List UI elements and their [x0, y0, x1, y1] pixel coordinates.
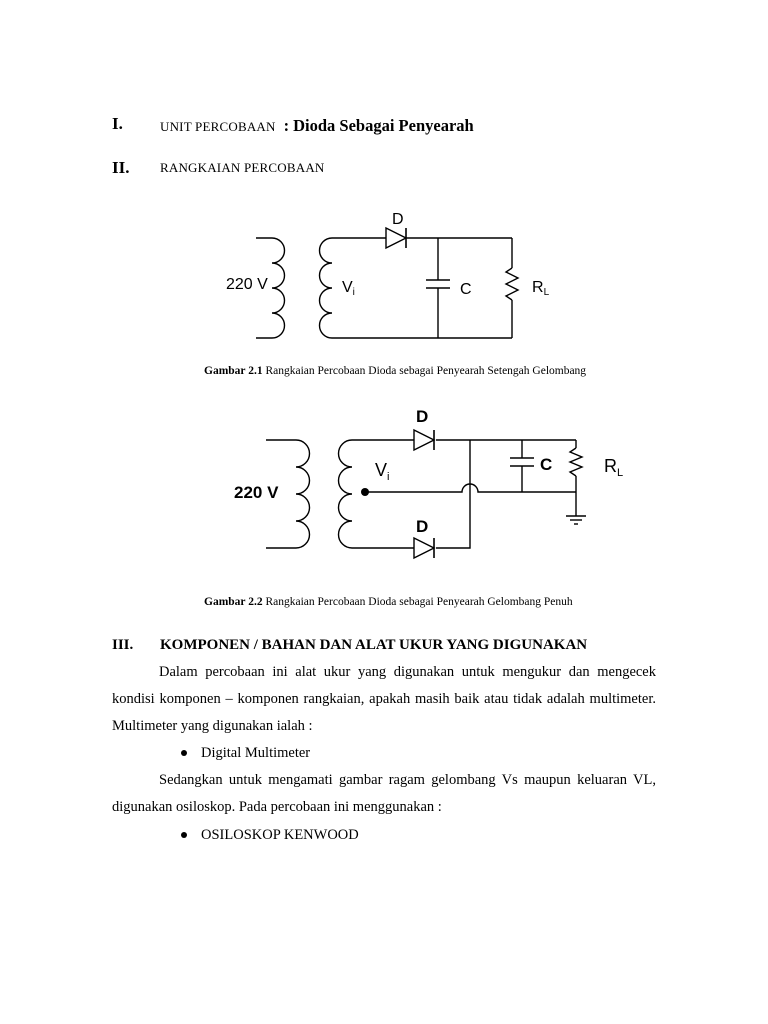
- section-1-heading: [160, 116, 474, 136]
- bullet-item-2: [181, 827, 359, 844]
- diode-symbol: [386, 228, 406, 248]
- bullet-item-1: [181, 745, 310, 762]
- c1-cap-label: C: [460, 281, 472, 298]
- section-2-numeral: II.: [112, 158, 130, 177]
- bullet-dot: [181, 750, 187, 756]
- half-wave-circuit-diagram: [0, 200, 768, 360]
- c1-source-label: 220 V: [226, 276, 268, 293]
- capacitor-symbol: [426, 280, 450, 288]
- figure-1-text: Rangkaian Percobaan Dioda sebagai Penyearah Setengah Gelombang: [265, 365, 587, 377]
- section-3-paragraph-2: Sedangkan untuk mengamati gambar ragam gelombang Vs maupun keluaran VL, digunakan osiloskop. Pada percobaan ini menggunakan :: [112, 772, 656, 815]
- c1-diode-label: D: [392, 211, 404, 228]
- section-3-paragraph-1: Dalam percobaan ini alat ukur yang digunakan untuk mengukur dan mengecek kondisi komponen – komponen rangkaian, apakah masih baik atau tidak adalah multimeter. Multimeter yang digunakan ialah :: [112, 664, 656, 734]
- c2-load-label: $R_L$: [604, 456, 624, 479]
- load-resistor: [570, 448, 582, 476]
- c1-vi-label: Vi: [342, 279, 355, 298]
- section-1-colon: :: [283, 116, 290, 135]
- diode-top-symbol: [414, 430, 434, 450]
- c2-cap-label: C: [540, 455, 553, 474]
- secondary-winding: [320, 238, 341, 338]
- figure-2-number: Gambar 2.2: [204, 596, 263, 608]
- bullet-2-text: OSILOSKOP KENWOOD: [201, 827, 359, 843]
- bullet-1-text: Digital Multimeter: [201, 745, 311, 761]
- c2-vi-label: $V_i$: [375, 460, 390, 483]
- figure-1-number: Gambar 2.1: [204, 365, 263, 377]
- c2-diode-top-label: D: [416, 407, 429, 426]
- section-3-numeral: III.: [112, 637, 134, 653]
- ground-symbol: [566, 516, 586, 524]
- section-1-label: UNIT PERCOBAAN: [160, 119, 276, 134]
- section-1-title: Dioda Sebagai Penyearah: [293, 116, 474, 135]
- full-wave-circuit-diagram: [0, 400, 768, 570]
- capacitor-symbol: [510, 458, 534, 466]
- diode-bottom-symbol: [414, 538, 434, 558]
- section-3-title: KOMPONEN / BAHAN DAN ALAT UKUR YANG DIGUNAKAN: [160, 637, 588, 653]
- center-tap-node: [361, 488, 369, 496]
- section-2-title: RANGKAIAN PERCOBAAN: [160, 160, 325, 175]
- bullet-dot: [181, 832, 187, 838]
- c2-diode-bottom-label: D: [416, 517, 429, 536]
- section-1-numeral: I.: [112, 114, 123, 133]
- load-resistor: [506, 268, 518, 300]
- figure-2-text: Rangkaian Percobaan Dioda sebagai Penyearah Gelombang Penuh: [265, 596, 573, 608]
- figure-2-caption: [204, 596, 664, 608]
- c2-source-label: 220 V: [234, 483, 279, 502]
- figure-1-caption: [204, 365, 664, 377]
- c1-load-label: RL: [532, 279, 550, 298]
